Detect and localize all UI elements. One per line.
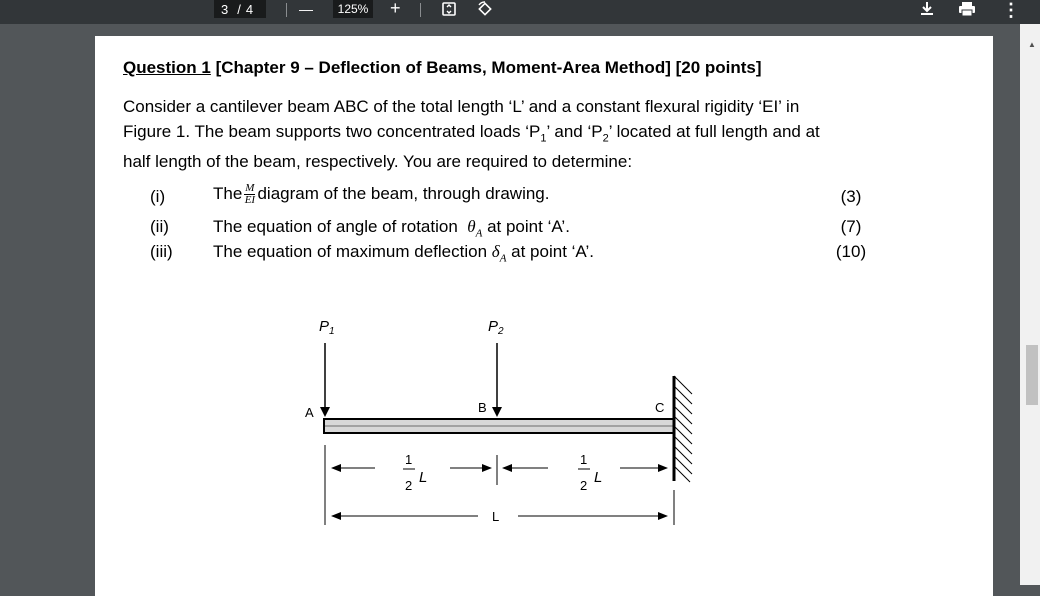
svg-text:2: 2 [405,478,413,493]
body-line-2: Figure 1. The beam supports two concentrated loads ‘$P_1$’ and ‘$P_2$’ located at full length and at [123,121,820,144]
load-p1-label: $P_1$ [319,318,335,337]
item-text: The $\frac{M}{EI}$ diagram of the beam, through drawing. [213,182,550,206]
item-number: (iii) [150,242,173,261]
total-length-label: L [492,509,500,524]
item-text: The equation of angle of rotation $\theta_A$ at point ‘A’. [213,217,570,240]
m-over-ei-fraction: $\frac{M}{EI}$ [244,182,256,206]
svg-text:L: L [419,469,428,486]
body-line-3: half length of the beam, respectively. You are required to determine: [123,152,633,172]
more-options-button[interactable]: ⋮ [1002,0,1020,20]
point-b-label: B [478,400,487,415]
scroll-up-arrow-icon[interactable]: ▲ [1028,40,1036,49]
svg-text:1: 1 [405,452,413,467]
item-points: (7) [840,217,862,236]
question-title-rest: [Chapter 9 – Deflection of Beams, Moment-Area Method] [20 points] [210,58,762,77]
current-page[interactable]: 3 [221,1,229,17]
half-length-label-left [403,452,427,493]
item-number: (i) [150,187,166,206]
zoom-out-button[interactable]: — [299,1,313,17]
item-number: (ii) [150,217,169,236]
question-number: Question 1 [123,58,211,77]
load-p1-arrowhead [320,407,330,417]
zoom-level[interactable]: 125% [333,0,373,18]
load-p2-label: $P_2$ [488,318,504,337]
body-line-1: Consider a cantilever beam ABC of the total length ‘L’ and a constant flexural rigidity ‘EI’ in [123,97,800,116]
svg-text:L: L [594,469,603,486]
wall-hatching [674,376,692,482]
zoom-in-button[interactable]: + [390,0,401,18]
total-pages: 4 [245,1,254,17]
svg-text:2: 2 [580,478,588,493]
point-a-label: A [305,405,314,420]
half-length-label-right [578,452,602,493]
page-separator: / [237,1,241,17]
svg-text:1: 1 [580,452,588,467]
load-p2-arrowhead [492,407,502,417]
item-points: (3) [840,187,862,206]
point-c-label: C [655,400,665,415]
item-text: The equation of maximum deflection $\delta_A$ at point ‘A’. [213,242,594,265]
item-points: (10) [835,242,867,261]
